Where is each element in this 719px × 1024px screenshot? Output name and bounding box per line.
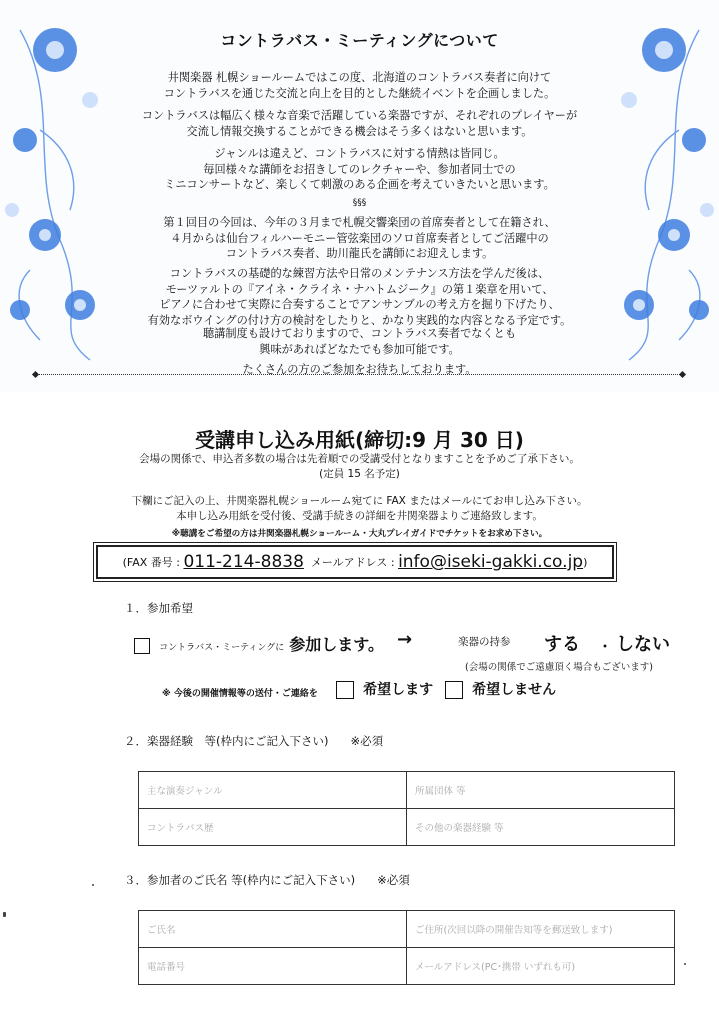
fax-label: (FAX 番号 : [122, 556, 180, 569]
no-info-checkbox[interactable] [445, 681, 463, 699]
intro-paragraph-5: コントラバスの基礎的な練習方法や日常のメンテナンス方法を学んだ後は、 モーツァルトの『アイネ・クライネ・ナハトムジーク』の第１楽章を用いて、 ピアノに合わせて実際に合奏することでアンサンブルの考え方を掘り下げたり、 有効なボウイングの付け方の検討をしたりと、かなり実践的な内容となる予定です。 [147, 267, 572, 327]
organization-field[interactable]: 所属団体 等 [407, 772, 675, 809]
want-info-checkbox[interactable] [336, 681, 354, 699]
email-field[interactable]: メールアドレス(PC･携帯 いずれも可) [407, 948, 675, 985]
participate-row [134, 632, 384, 655]
table-row [139, 809, 675, 846]
bring-yes-option[interactable]: する [544, 634, 580, 655]
future-info-label: ※ 今後の開催情報等の送付・ご連絡を [162, 689, 318, 699]
table-row [139, 772, 675, 809]
scan-speck [684, 963, 686, 965]
capacity-note: (定員 15 名予定) [319, 468, 400, 480]
scan-speck [92, 884, 94, 886]
section-3-heading: ３．参加者のご氏名 等(枠内にご記入下さい) ※必須 [124, 873, 410, 887]
table-row [139, 911, 675, 948]
email-link[interactable]: info@iseki-gakki.co.jp [398, 552, 584, 572]
arrow-right-icon: → [397, 629, 413, 650]
bring-no-option[interactable]: しない [616, 634, 670, 655]
intro-paragraph-3: ジャンルは違えど、コントラバスに対する情熱は皆同じ。 毎回様々な講師をお招きしてのレクチャーや、参加者同士での ミニコンサートなど、楽しくて刺激のある企画を考えていきたいと思います。 [164, 147, 555, 191]
form-note: 会場の関係で、申込者多数の場合は先着順での受講受付となりますことを予めご了承下さい。 [139, 453, 580, 465]
ticket-note: ※聴講をご希望の方は井関楽器札幌ショールーム・大丸プレイガイドでチケットをお求め下さい。 [171, 529, 548, 539]
other-instruments-field[interactable]: その他の楽器経験 等 [407, 809, 675, 846]
section-1-heading: １．参加希望 [124, 601, 193, 615]
participant-table [138, 910, 675, 985]
want-info-label: 希望します [363, 682, 434, 698]
phone-field[interactable]: 電話番号 [139, 948, 407, 985]
genre-field[interactable]: 主な演奏ジャンル [139, 772, 407, 809]
form-title: 受講申し込み用紙(締切:9 月 30 日) [195, 428, 524, 452]
name-field[interactable]: ご氏名 [139, 911, 407, 948]
experience-table [138, 771, 675, 846]
bass-years-field[interactable]: コントラバス歴 [139, 809, 407, 846]
participate-label: 参加します。 [289, 635, 385, 654]
contact-close: ) [583, 555, 588, 569]
intro-paragraph-4: 第１回目の今回は、今年の３月まで札幌交響楽団の首席奏者として在籍され、 ４月からは仙台フィルハーモニー管弦楽団のソロ首席奏者としてご活躍中の コントラバス奏者、助川龍氏を講師にお迎えします。 [163, 216, 556, 260]
intro-paragraph-2: コントラバスは幅広く様々な音楽で活躍している楽器ですが、それぞれのプレイヤーが 交流し情報交換することができる機会はそう多くはないと思います。 [141, 109, 578, 138]
section-2-heading: ２．楽器経験 等(枠内にご記入下さい) ※必須 [124, 734, 384, 748]
instructions-line-1: 下欄にご記入の上、井関楽器札幌ショールーム宛てに FAX またはメールにてお申し込み下さい。 [131, 495, 588, 507]
required-mark: ※必須 [350, 734, 384, 748]
dotted-divider [36, 374, 682, 375]
venue-note: (会場の関係でご遠慮頂く場合もございます) [465, 662, 653, 673]
section-separator: §§§ [352, 198, 367, 208]
required-mark: ※必須 [377, 873, 410, 887]
participate-checkbox[interactable] [134, 638, 150, 654]
intro-paragraph-6: 聴講制度も設けておりますので、コントラバス奏者でなくとも 興味があればどなたでも参加可能です。 [202, 327, 517, 356]
table-row [139, 948, 675, 985]
scan-speck [3, 912, 6, 917]
instrument-bring-label: 楽器の持参 [458, 636, 511, 648]
option-separator: ・ [597, 637, 614, 656]
mail-label: メールアドレス : [310, 556, 395, 569]
intro-paragraph-1: 井関楽器 札幌ショールームではこの度、北海道のコントラバス奏者に向けて コントラバスを通じた交流と向上を目的とした継続イベントを企画しました。 [163, 71, 556, 100]
meeting-prefix: コントラバス・ミーティングに [159, 643, 285, 653]
fax-number: 011-214-8838 [183, 552, 304, 572]
instructions-line-2: 本申し込み用紙を受付後、受講手続きの詳細を井関楽器よりご連絡致します。 [176, 510, 543, 522]
address-field[interactable]: ご住所(次回以降の開催告知等を郵送致します) [407, 911, 675, 948]
want-info-row [336, 679, 433, 699]
contact-box [96, 545, 614, 579]
intro-title: コントラバス・ミーティングについて [220, 31, 499, 50]
no-info-row [445, 679, 556, 699]
no-info-label: 希望しません [472, 682, 557, 698]
intro-closing: たくさんの方のご参加をお待ちしております。 [242, 363, 477, 376]
